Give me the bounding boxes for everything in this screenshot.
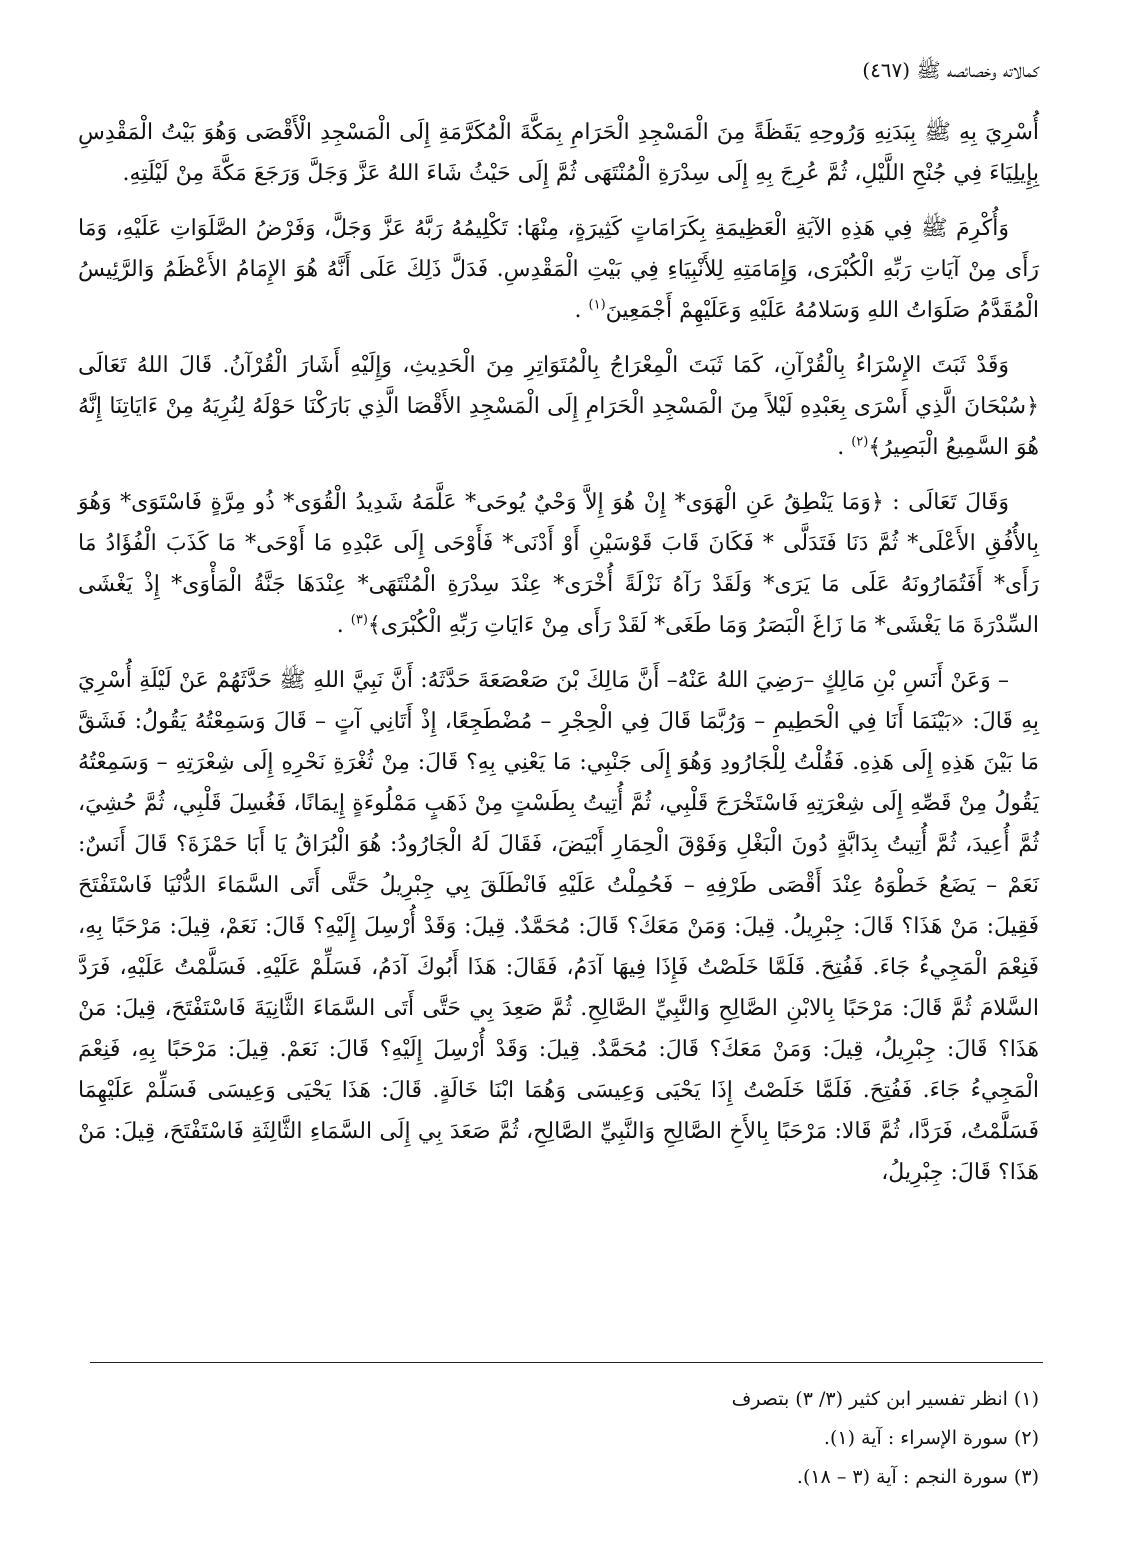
paragraph-quran-isra: وَقَدْ ثَبَتَ الإِسْرَاءُ بِالْقُرْآنِ، كَمَا ثَبَتَ الْمِعْرَاجُ بِالْمُتَوَاتِرِ مِنَ الْحَدِيثِ، وَإِلَيْهِ أَشَارَ الْقُرْآنُ. قَالَ اللهُ تَعَالَى ﴿سُبْحَانَ الَّذِي أَسْرَى بِعَبْدِهِ لَيْلاً مِنَ الْمَسْجِدِ الْحَرَامِ إِلَى الْمَسْجِدِ الأَقْصَا الَّذِي بَارَكْنَا حَوْلَهُ لِنُرِيَهُ مِنْ ءَايَاتِنَا إِنَّهُ هُوَ السَّمِيعُ الْبَصِيرُ﴾$^{(٢)}$ .	[78, 353, 1039, 460]
footnote-divider	[90, 1362, 1043, 1363]
paragraph-isra-summary	[78, 112, 1039, 194]
running-header: كمالاته وخصائصه ﷺ (٤٦٧)	[862, 58, 1039, 82]
paragraph-text: وَقَدْ ثَبَتَ الإِسْرَاءُ بِالْقُرْآنِ، كَمَا ثَبَتَ الْمِعْرَاجُ بِالْمُتَوَاتِرِ مِنَ الْحَدِيثِ، وَإِلَيْهِ أَشَارَ الْقُرْآنُ. قَالَ اللهُ تَعَالَى ﴿سُبْحَانَ الَّذِي أَسْرَى بِعَبْدِهِ لَيْلاً مِنَ الْمَسْجِدِ الْحَرَامِ إِلَى الْمَسْجِدِ الأَقْصَا الَّذِي بَارَكْنَا حَوْلَهُ لِنُرِيَهُ مِنْ ءَايَاتِنَا إِنَّهُ هُوَ السَّمِيعُ الْبَصِيرُ﴾	[78, 353, 1039, 460]
footnote-ref-3[interactable]: (٣)	[350, 612, 368, 628]
paragraph-text: – وَعَنْ أَنَسِ بْنِ مَالِكٍ –رَضِيَ اللهُ عَنْهُ– أَنَّ مَالِكَ بْنَ صَعْصَعَةَ حَدَّثَهُ: أَنَّ نَبِيَّ اللهِ ﷺ حَدَّثَهُمْ عَنْ لَيْلَةِ أُسْرِيَ بِهِ قَالَ: «بَيْنَمَا أَنَا فِي الْحَطِيمِ – وَرُبَّمَا قَالَ فِي الْحِجْرِ – مُضْطَجِعًا، إِذْ أَتَانِي آتٍ – قَالَ وَسَمِعْتُهُ يَقُولُ: فَشَقَّ مَا بَيْنَ هَذِهِ إِلَى هَذِهِ. فَقُلْتُ لِلْجَارُودِ وَهُوَ إِلَى جَنْبِي: مَا يَعْنِي بِهِ؟ قَالَ: مِنْ ثُغْرَةِ نَحْرِهِ إِلَى شِعْرَتِهِ – وَسَمِعْتُهُ يَقُولُ مِنْ قَصِّهِ إِلَى شِعْرَتِهِ فَاسْتَخْرَجَ قَلْبِي، ثُمَّ أُتِيتُ بِطَسْتٍ مِنْ ذَهَبٍ مَمْلُوءَةٍ إِيمَانًا، فَغُسِلَ قَلْبِي، ثُمَّ حُشِيَ، ثُمَّ أُعِيدَ، ثُمَّ أُتِيتُ بِدَابَّةٍ دُونَ الْبَغْلِ وَفَوْقَ الْحِمَارِ أَبْيَضَ، فَقَالَ لَهُ الْجَارُودُ: هُوَ الْبُرَاقُ يَا أَبَا حَمْزَةَ؟ قَالَ أَنَسٌ: نَعَمْ – يَضَعُ خَطْوَهُ عِنْدَ أَقْصَى طَرْفِهِ – فَحُمِلْتُ عَلَيْهِ فَانْطَلَقَ بِي جِبْرِيلُ حَتَّى أَتَى السَّمَاءَ الدُّنْيَا فَاسْتَفْتَحَ فَقِيلَ: مَنْ هَذَا؟ قَالَ: جِبْرِيلُ. قِيلَ: وَمَنْ مَعَكَ؟ قَالَ: مُحَمَّدٌ. قِيلَ: وَقَدْ أُرْسِلَ إِلَيْهِ؟ قَالَ: نَعَمْ، قِيلَ: مَرْحَبًا بِهِ، فَنِعْمَ الْمَجِيءُ جَاءَ. فَفُتِحَ. فَلَمَّا خَلَصْتُ فَإِذَا فِيهَا آدَمُ، فَقَالَ: هَذَا أَبُوكَ آدَمُ، فَسَلِّمْ عَلَيْهِ. فَسَلَّمْتُ عَلَيْهِ، فَرَدَّ السَّلامَ ثُمَّ قَالَ: مَرْحَبًا بِالابْنِ الصَّالِحِ وَالنَّبِيِّ الصَّالِحِ. ثُمَّ صَعِدَ بِي حَتَّى أَتَى السَّمَاءَ الثَّانِيَةَ فَاسْتَفْتَحَ، قِيلَ: مَنْ هَذَا؟ قَالَ: جِبْرِيلُ، قِيلَ: وَمَنْ مَعَكَ؟ قَالَ: مُحَمَّدٌ. قِيلَ: وَقَدْ أُرْسِلَ إِلَيْهِ؟ قَالَ: نَعَمْ. قِيلَ: مَرْحَبًا بِهِ، فَنِعْمَ الْمَجِيءُ جَاءَ. فَفُتِحَ. فَلَمَّا خَلَصْتُ إِذَا يَحْيَى وَعِيسَى وَهُمَا ابْنَا خَالَةٍ. قَالَ: هَذَا يَحْيَى وَعِيسَى فَسَلِّمْ عَلَيْهِمَا فَسَلَّمْتُ، فَرَدَّا، ثُمَّ قَالا: مَرْحَبًا بِالأَخِ الصَّالِحِ وَالنَّبِيِّ الصَّالِحِ، ثُمَّ صَعَدَ بِي إِلَى السَّمَاءِ الثَّالِثَةِ فَاسْتَفْتَحَ، قِيلَ: مَنْ هَذَا؟ قَالَ: جِبْرِيلُ،	[78, 668, 1039, 1185]
paragraph-text: أُسْرِيَ بِهِ ﷺ بِبَدَنِهِ وَرُوحِهِ يَقَظَةً مِنَ الْمَسْجِدِ الْحَرَامِ بِمَكَّةَ الْمُكَرَّمَةِ إِلَى الْمَسْجِدِ الْأَقْصَى وَهُوَ بَيْتُ الْمَقْدِسِ بِإِيلِيَاءَ فِي جُنْحِ اللَّيْلِ، ثُمَّ عُرِجَ بِهِ إِلَى سِدْرَةِ الْمُنْتَهَى ثُمَّ إِلَى حَيْثُ شَاءَ اللهُ عَزَّ وَجَلَّ وَرَجَعَ مَكَّةَ مِنْ لَيْلَتِهِ.	[78, 120, 1039, 186]
body-text	[78, 112, 1039, 1207]
paragraph-text: وَأُكْرِمَ ﷺ فِي هَذِهِ الآيَةِ الْعَظِيمَةِ بِكَرَامَاتٍ كَثِيرَةٍ، مِنْهَا: تَكْلِيمُهُ رَبَّهُ عَزَّ وَجَلَّ، وَفَرْضُ الصَّلَوَاتِ عَلَيْهِ، وَمَا رَأَى مِنْ آيَاتِ رَبِّهِ الْكُبْرَى، وَإِمَامَتِهِ لِلأَنْبِيَاءِ فِي بَيْتِ الْمَقْدِسِ. فَدَلَّ ذَلِكَ عَلَى أَنَّهُ هُوَ الإِمَامُ الأَعْظَمُ وَالرَّئِيسُ الْمُقَدَّمُ صَلَوَاتُ اللهِ وَسَلامُهُ عَلَيْهِ وَعَلَيْهِمْ أَجْمَعِينَ	[78, 216, 1039, 323]
footnote-ref-1[interactable]: (١)	[588, 297, 606, 313]
paragraph-hadith-anas	[78, 660, 1039, 1193]
footnote-2: (٢) سورة الإسراء : آية (١).	[823, 1427, 1039, 1449]
footnote-ref-2[interactable]: (٢)	[851, 434, 869, 450]
footnotes	[90, 1380, 1039, 1497]
paragraph-honors: وَأُكْرِمَ ﷺ فِي هَذِهِ الآيَةِ الْعَظِيمَةِ بِكَرَامَاتٍ كَثِيرَةٍ، مِنْهَا: تَكْلِيمُهُ رَبَّهُ عَزَّ وَجَلَّ، وَفَرْضُ الصَّلَوَاتِ عَلَيْهِ، وَمَا رَأَى مِنْ آيَاتِ رَبِّهِ الْكُبْرَى، وَإِمَامَتِهِ لِلأَنْبِيَاءِ فِي بَيْتِ الْمَقْدِسِ. فَدَلَّ ذَلِكَ عَلَى أَنَّهُ هُوَ الإِمَامُ الأَعْظَمُ وَالرَّئِيسُ الْمُقَدَّمُ صَلَوَاتُ اللهِ وَسَلامُهُ عَلَيْهِ وَعَلَيْهِمْ أَجْمَعِينَ$^{(١)}$ .	[78, 216, 1039, 323]
paragraph-text: وَقَالَ تَعَالَى : ﴿وَمَا يَنْطِقُ عَنِ الْهَوَى* إِنْ هُوَ إِلاَّ وَحْيٌ يُوحَى* عَلَّمَهُ شَدِيدُ الْقُوَى* ذُو مِرَّةٍ فَاسْتَوَى* وَهُوَ بِالأُفُقِ الأَعْلَى* ثُمَّ دَنَا فَتَدَلَّى * فَكَانَ قَابَ قَوْسَيْنِ أَوْ أَدْنَى* فَأَوْحَى إِلَى عَبْدِهِ مَا أَوْحَى* مَا كَذَبَ الْفُؤَادُ مَا رَأَى* أَفَتُمَارُونَهُ عَلَى مَا يَرَى* وَلَقَدْ رَآهُ نَزْلَةً أُخْرَى* عِنْدَ سِدْرَةِ الْمُنْتَهَى* عِنْدَهَا جَنَّةُ الْمَأْوَى* إِذْ يَغْشَى السِّدْرَةَ مَا يَغْشَى* مَا زَاغَ الْبَصَرُ وَمَا طَغَى* لَقَدْ رَأَى مِنْ ءَايَاتِ رَبِّهِ الْكُبْرَى﴾	[78, 490, 1039, 638]
footnote-1: (١) انظر تفسير ابن كثير (٣/ ٣) بتصرف	[731, 1388, 1039, 1410]
paragraph-quran-najm: وَقَالَ تَعَالَى : ﴿وَمَا يَنْطِقُ عَنِ الْهَوَى* إِنْ هُوَ إِلاَّ وَحْيٌ يُوحَى* عَلَّمَهُ شَدِيدُ الْقُوَى* ذُو مِرَّةٍ فَاسْتَوَى* وَهُوَ بِالأُفُقِ الأَعْلَى* ثُمَّ دَنَا فَتَدَلَّى * فَكَانَ قَابَ قَوْسَيْنِ أَوْ أَدْنَى* فَأَوْحَى إِلَى عَبْدِهِ مَا أَوْحَى* مَا كَذَبَ الْفُؤَادُ مَا رَأَى* أَفَتُمَارُونَهُ عَلَى مَا يَرَى* وَلَقَدْ رَآهُ نَزْلَةً أُخْرَى* عِنْدَ سِدْرَةِ الْمُنْتَهَى* عِنْدَهَا جَنَّةُ الْمَأْوَى* إِذْ يَغْشَى السِّدْرَةَ مَا يَغْشَى* مَا زَاغَ الْبَصَرُ وَمَا طَغَى* لَقَدْ رَأَى مِنْ ءَايَاتِ رَبِّهِ الْكُبْرَى﴾$^{(٣)}$ .	[78, 490, 1039, 638]
footnote-3: (٣) سورة النجم : آية (٣ – ١٨).	[796, 1466, 1039, 1488]
